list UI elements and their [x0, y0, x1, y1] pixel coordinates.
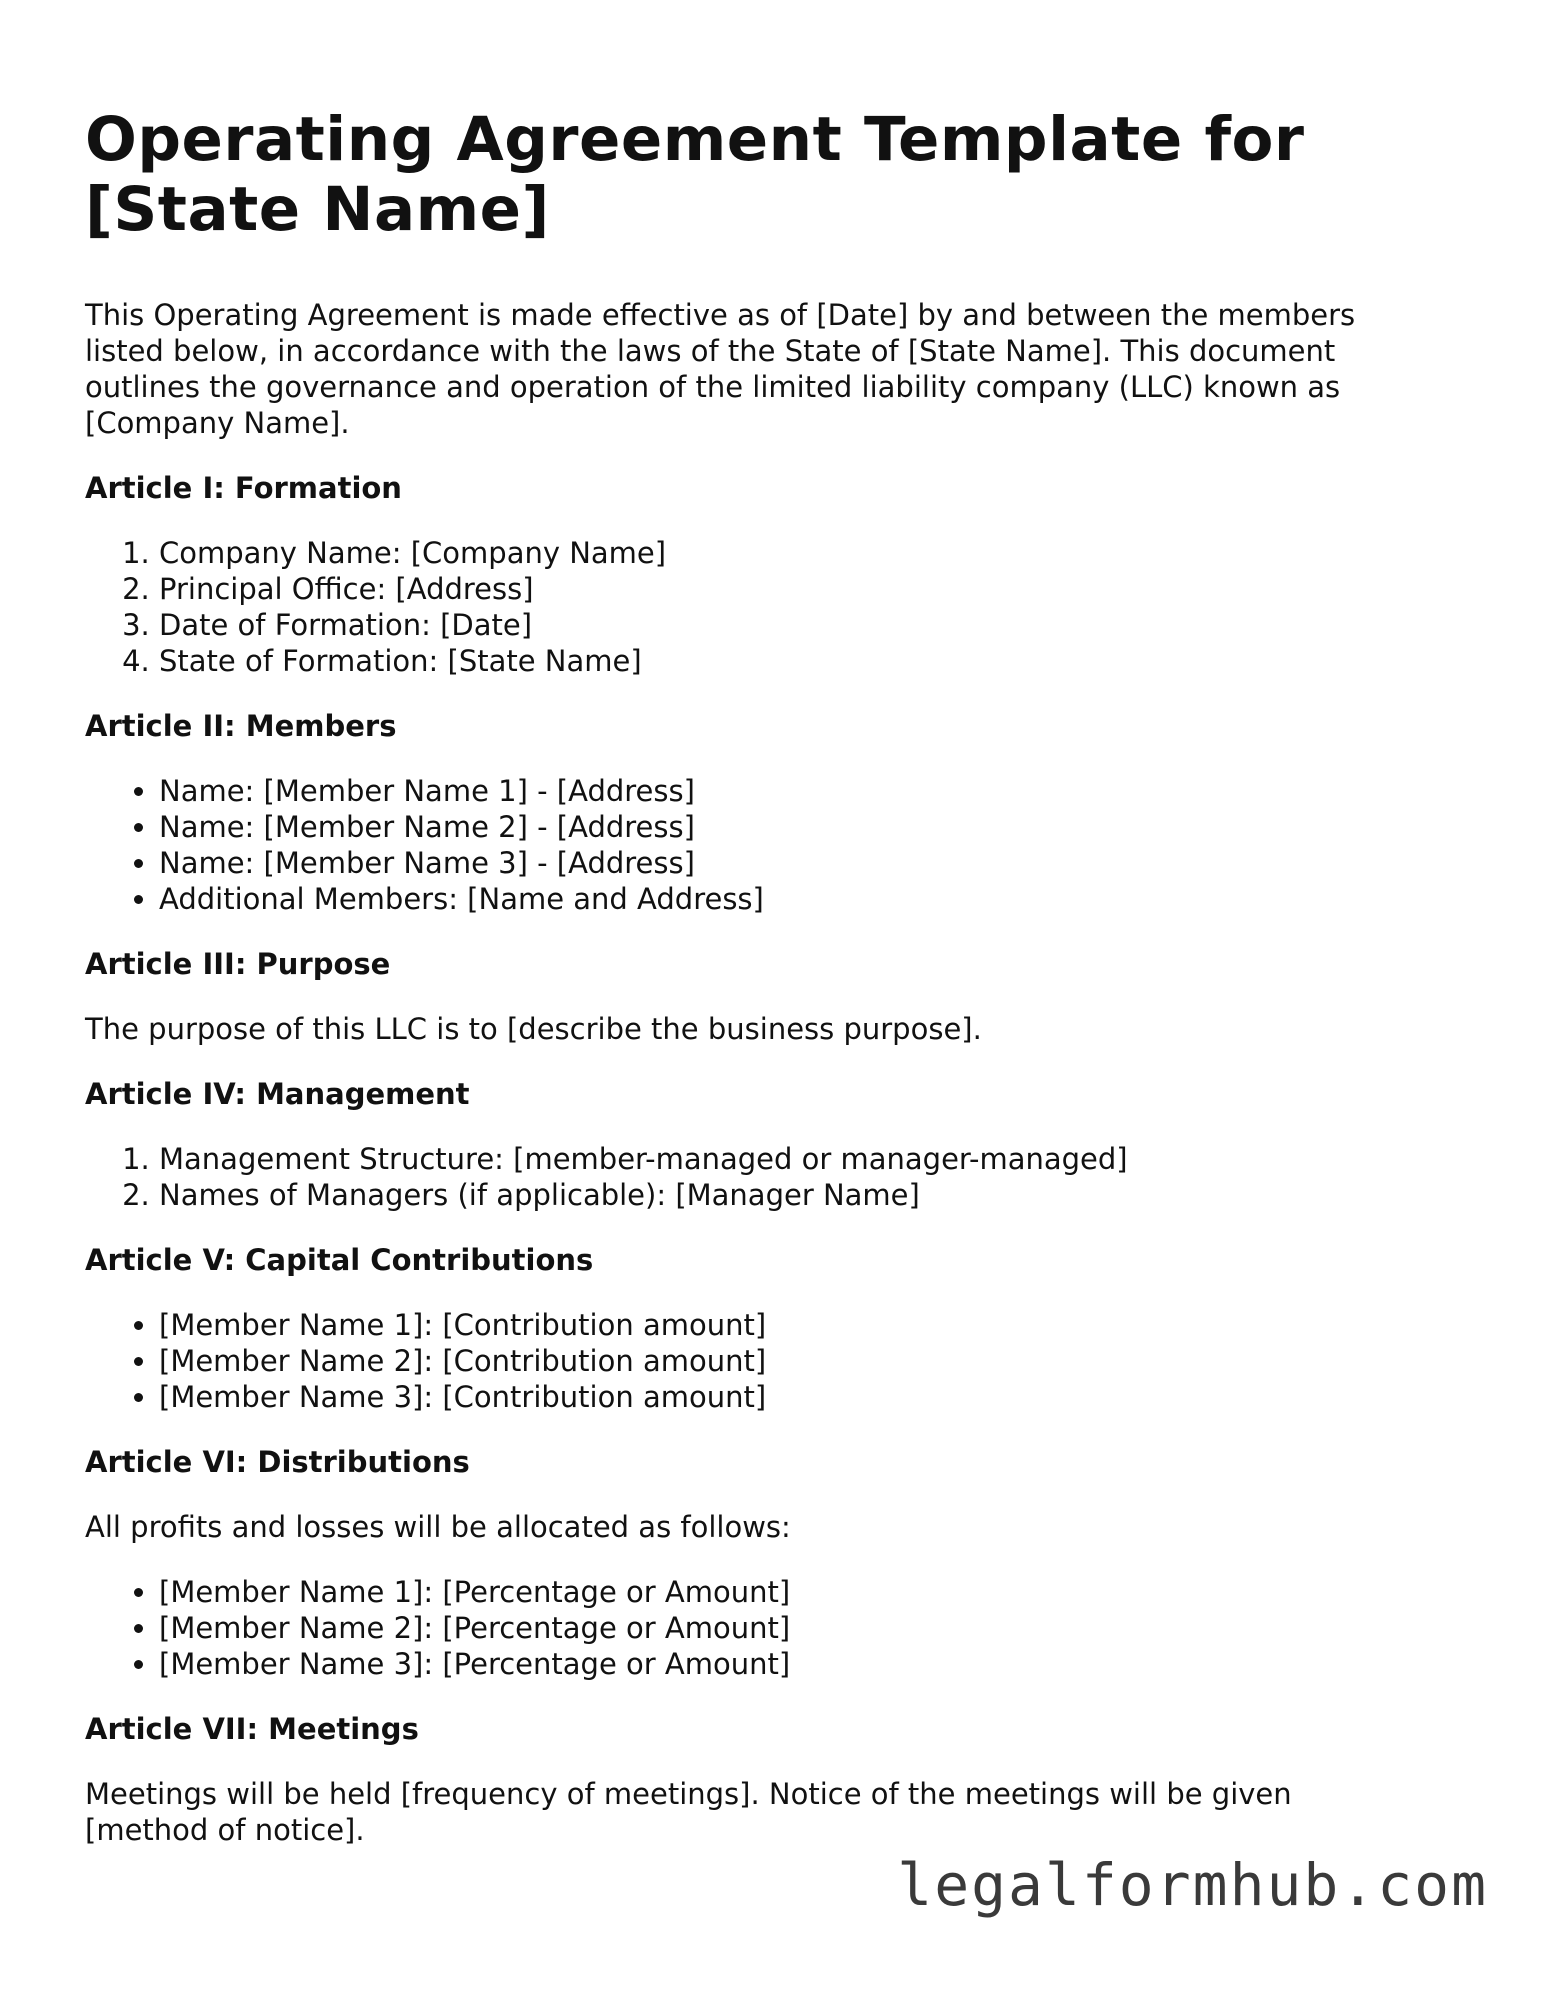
list-item: • Additional Members: [Name and Address] — [159, 881, 1415, 917]
list-item: 2. Names of Managers (if applicable): [Manager Name] — [159, 1177, 1415, 1213]
article-distributions-heading: Article VI: Distributions — [85, 1445, 470, 1479]
article-meetings-heading: Article VII: Meetings — [85, 1712, 419, 1746]
management-list — [85, 1141, 1415, 1213]
list-item: • [Member Name 3]: [Contribution amount] — [159, 1379, 1415, 1415]
article-formation-heading: Article I: Formation — [85, 471, 402, 505]
document-page — [85, 105, 1415, 1877]
list-item: • [Member Name 1]: [Percentage or Amount] — [159, 1574, 1415, 1610]
capital-list — [85, 1307, 1415, 1415]
list-item: • Name: [Member Name 3] - [Address] — [159, 845, 1415, 881]
meetings-paragraph: Meetings will be held [frequency of meetings]. Notice of the meetings will be given [method of notice]. — [85, 1777, 1292, 1847]
list-item: • [Member Name 1]: [Contribution amount] — [159, 1307, 1415, 1343]
list-item: 4. State of Formation: [State Name] — [159, 643, 1415, 679]
list-item: • Name: [Member Name 1] - [Address] — [159, 773, 1415, 809]
intro-paragraph: This Operating Agreement is made effective as of [Date] by and between the members listed below, in accordance with the laws of the State of [State Name]. This document outlines the governance and operation of the limited liability company (LLC) known as [Company Name]. — [85, 298, 1356, 440]
purpose-paragraph: The purpose of this LLC is to [describe the business purpose]. — [85, 1012, 982, 1046]
watermark: legalformhub.com — [897, 1851, 1488, 1919]
article-purpose-heading: Article III: Purpose — [85, 947, 391, 981]
article-members-heading: Article II: Members — [85, 709, 397, 743]
list-item: 1. Company Name: [Company Name] — [159, 535, 1415, 571]
list-item: 1. Management Structure: [member-managed or manager-managed] — [159, 1141, 1415, 1177]
list-item: • Name: [Member Name 2] - [Address] — [159, 809, 1415, 845]
list-item: 3. Date of Formation: [Date] — [159, 607, 1415, 643]
article-capital-heading: Article V: Capital Contributions — [85, 1243, 594, 1277]
list-item: • [Member Name 2]: [Percentage or Amount] — [159, 1610, 1415, 1646]
page-title: Operating Agreement Template for [State Name] — [85, 104, 1305, 245]
members-list — [85, 773, 1415, 917]
distributions-list — [85, 1574, 1415, 1682]
formation-list — [85, 535, 1415, 679]
distributions-paragraph: All profits and losses will be allocated as follows: — [85, 1510, 791, 1544]
list-item: • [Member Name 2]: [Contribution amount] — [159, 1343, 1415, 1379]
article-management-heading: Article IV: Management — [85, 1077, 470, 1111]
list-item: 2. Principal Office: [Address] — [159, 571, 1415, 607]
list-item: • [Member Name 3]: [Percentage or Amount] — [159, 1646, 1415, 1682]
